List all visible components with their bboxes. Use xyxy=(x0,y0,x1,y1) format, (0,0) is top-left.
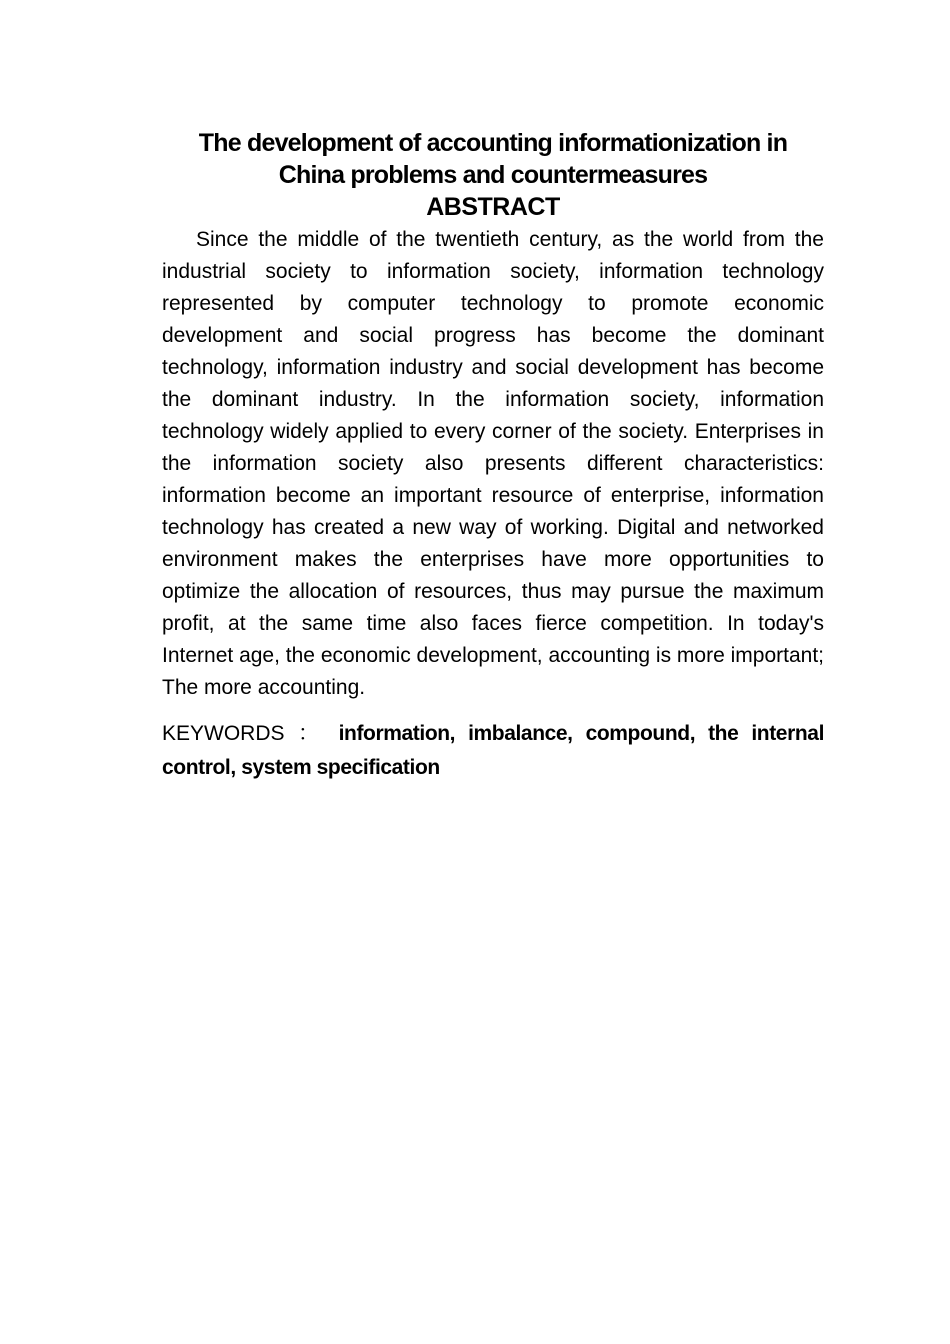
title-line-1: The development of accounting informationization in xyxy=(198,129,788,157)
keywords-values: information, imbalance, compound, the internal control, system specification xyxy=(162,722,825,779)
title-line-2: China problems and countermeasures xyxy=(278,161,708,189)
abstract-body: Since the middle of the twentieth century, as the world from the industrial society to information society, information technology represented by computer technology to promote economic development and social progress has become the dominant technology, information industry and social development has become the dominant industry. In the information society, information technology widely applied to every corner of the society. Enterprises in the information society also presents different characteristics: information become an important resource of enterprise, information technology has created a new way of working. Digital and networked environment makes the enterprises have more opportunities to optimize the allocation of resources, thus may pursue the maximum profit, at the same time also faces fierce competition. In today's Internet age, the economic development, accounting is more important; The more accounting. xyxy=(162,228,824,699)
title-block xyxy=(150,127,836,223)
keywords-separator: ： xyxy=(290,722,327,745)
abstract-heading: ABSTRACT xyxy=(426,193,560,221)
keywords-label: KEYWORDS xyxy=(162,722,285,745)
keywords-paragraph xyxy=(162,717,824,785)
